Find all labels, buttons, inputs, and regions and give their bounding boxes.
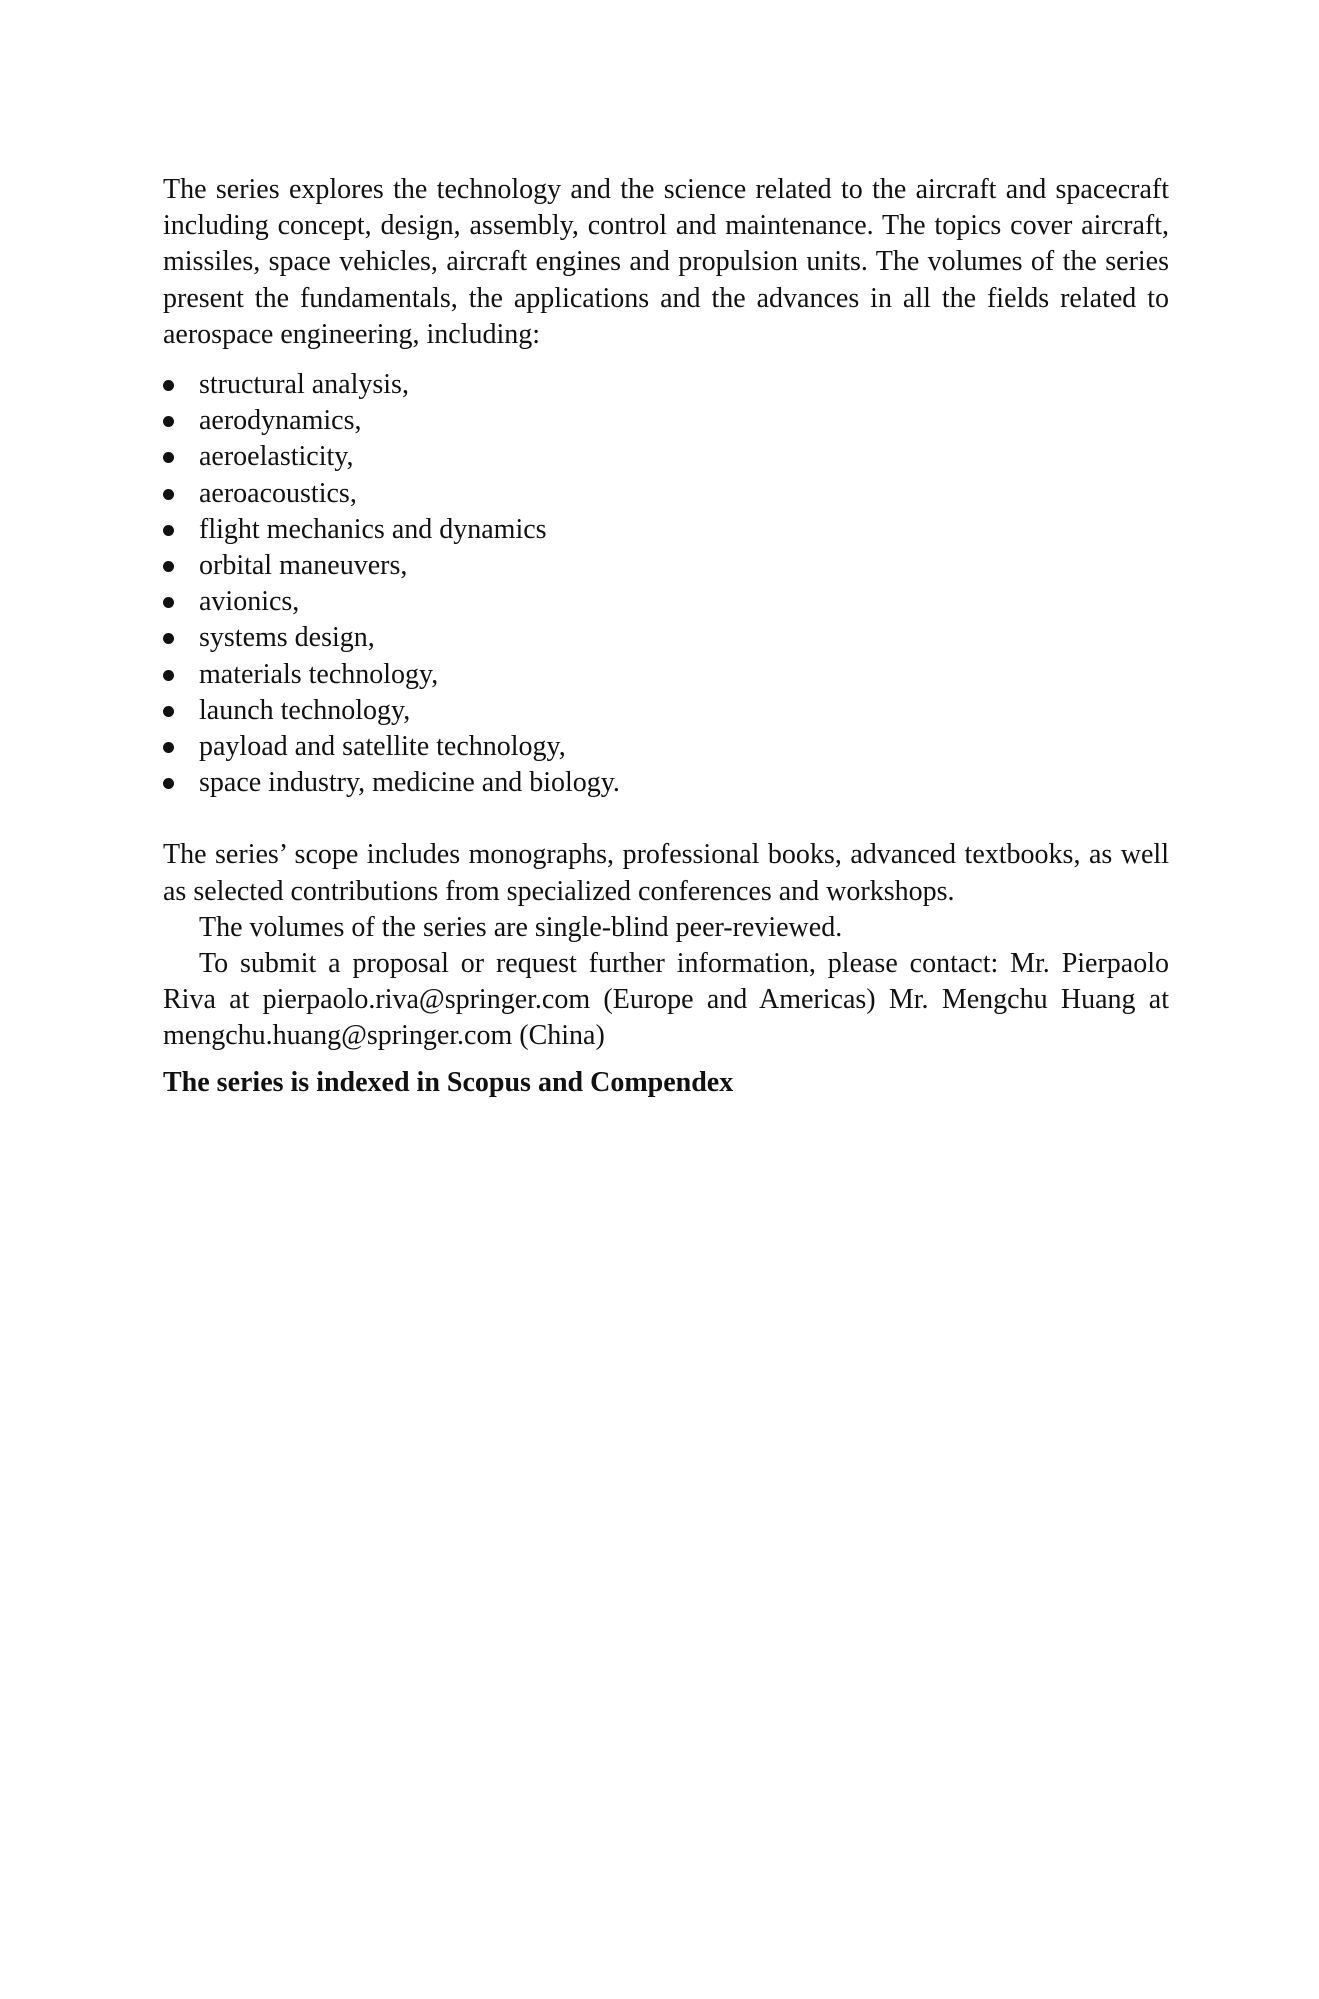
list-item-text: avionics, xyxy=(199,586,300,618)
bullet-icon xyxy=(163,380,174,391)
list-item xyxy=(163,403,1169,439)
bullet-icon xyxy=(163,633,174,644)
list-item-text: space industry, medicine and biology. xyxy=(199,767,620,799)
list-item-text: materials technology, xyxy=(199,658,439,690)
spacer xyxy=(163,1055,1169,1065)
list-item xyxy=(163,657,1169,693)
bullet-icon xyxy=(163,670,174,681)
list-item xyxy=(163,620,1169,656)
list-item xyxy=(163,439,1169,475)
list-item xyxy=(163,765,1169,801)
bullet-icon xyxy=(163,525,174,536)
list-item xyxy=(163,548,1169,584)
contact-paragraph: To submit a proposal or request further information, please contact: Mr. Pierpaolo Riva at pierpaolo.riva@springer.com (Europe and Americas) Mr. Mengchu Huang at mengchu.huang@springer.com (China) xyxy=(163,948,1169,1052)
review-paragraph: The volumes of the series are single-blind peer-reviewed. xyxy=(199,911,843,943)
bullet-icon xyxy=(163,416,174,427)
list-item-text: aerodynamics, xyxy=(199,405,362,437)
list-item-text: structural analysis, xyxy=(199,369,409,401)
bullet-icon xyxy=(163,778,174,789)
indexing-statement: The series is indexed in Scopus and Compendex xyxy=(163,1066,734,1098)
list-item xyxy=(163,584,1169,620)
bullet-icon xyxy=(163,597,174,608)
list-item-text: launch technology, xyxy=(199,694,411,726)
list-item xyxy=(163,476,1169,512)
bullet-icon xyxy=(163,452,174,463)
document-page xyxy=(163,172,1169,1101)
list-item-text: systems design, xyxy=(199,622,375,654)
topics-list xyxy=(163,367,1169,801)
bullet-icon xyxy=(163,489,174,500)
spacer xyxy=(163,801,1169,837)
bullet-icon xyxy=(163,706,174,717)
list-item-text: payload and satellite technology, xyxy=(199,731,566,763)
list-item xyxy=(163,512,1169,548)
scope-paragraph: The series’ scope includes monographs, professional books, advanced textbooks, as well as selected contributions from specialized conferences and workshops. xyxy=(163,839,1169,907)
list-item-text: orbital maneuvers, xyxy=(199,550,408,582)
list-item-text: flight mechanics and dynamics xyxy=(199,513,547,545)
list-item-text: aeroelasticity, xyxy=(199,441,354,473)
list-item-text: aeroacoustics, xyxy=(199,477,357,509)
bullet-icon xyxy=(163,742,174,753)
list-item xyxy=(163,367,1169,403)
intro-paragraph: The series explores the technology and the science related to the aircraft and spacecraft including concept, design, assembly, control and maintenance. The topics cover aircraft, missiles, space vehicles, aircraft engines and propulsion units. The volumes of the series present the fundamentals, the applications and the advances in all the fields related to aerospace engineering, including: xyxy=(163,174,1169,350)
list-item xyxy=(163,693,1169,729)
list-item xyxy=(163,729,1169,765)
bullet-icon xyxy=(163,561,174,572)
